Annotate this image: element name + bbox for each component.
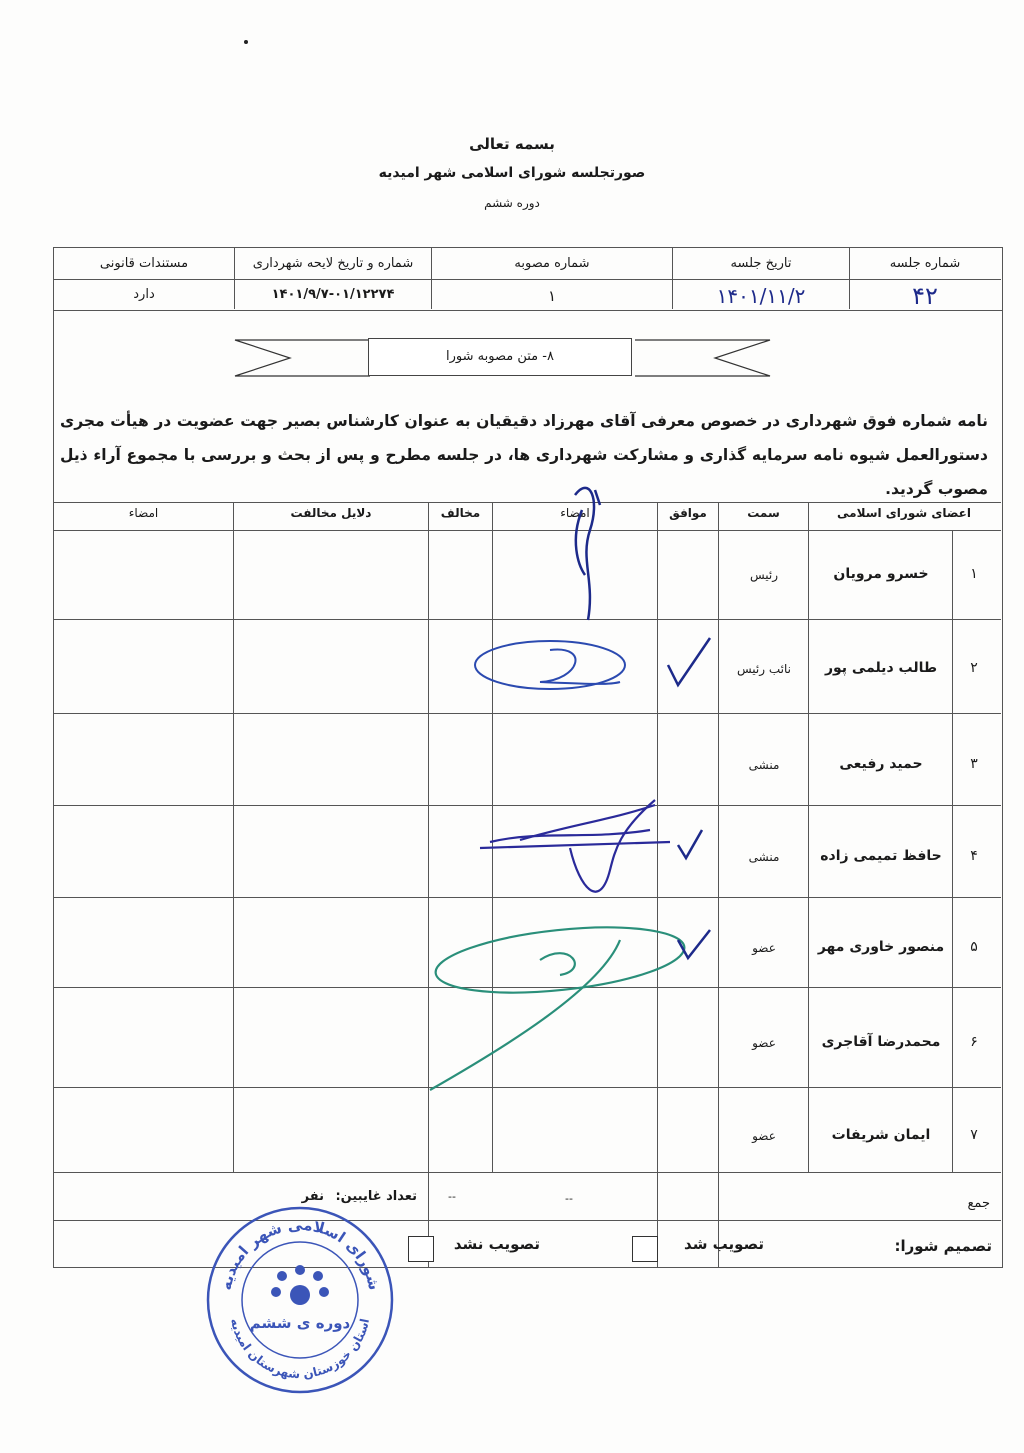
signature-4 xyxy=(480,800,670,892)
member-name: حافظ تمیمی زاده xyxy=(820,848,942,864)
period-label: دوره ششم xyxy=(484,196,540,210)
stamp-outer-text: شورای اسلامی شهر امیدیه xyxy=(216,1215,384,1292)
meta-value-bill: ۱۴۰۱/۹/۷-۰۱/۱۲۲۷۴ xyxy=(271,287,395,302)
th-reasons: دلایل مخالفت xyxy=(290,506,372,520)
svg-text:شورای اسلامی شهر امیدیه xyxy=(217,1216,384,1292)
member-role: عضو xyxy=(752,941,776,955)
member-name: ایمان شریفات xyxy=(831,1127,931,1143)
emblem-icon xyxy=(271,1265,329,1305)
row-number: ۴ xyxy=(970,848,978,864)
signatures-layer xyxy=(420,470,740,1110)
member-name: طالب دیلمی پور xyxy=(824,660,938,676)
th-signature-agree: امضاء xyxy=(560,506,590,520)
approved-label: تصویب شد xyxy=(684,1235,764,1253)
row-number: ۷ xyxy=(970,1127,978,1143)
meta-header-session-date: تاریخ جلسه xyxy=(730,256,792,271)
approved-checkbox[interactable] xyxy=(632,1236,658,1262)
sum-dash-agree: -- xyxy=(565,1192,573,1205)
bismillah: بسمه تعالی xyxy=(469,135,555,153)
resolution-text: نامه شماره فوق شهرداری در خصوص معرفی آقای مهرزاد دقیقیان به عنوان کارشناس بصیر جهت عضویت در هیأت مجری دستورالعمل شیوه نامه سرمایه گذاری و مشارکت شهرداری ها، در جلسه مطرح و پس از بحث و بررسی با مجموع آراء ذیل مصوب گردید. xyxy=(60,412,988,498)
stamp-inner-text: دوره ی ششم xyxy=(249,1314,351,1332)
sum-dash-oppose: -- xyxy=(448,1190,456,1203)
absent-unit: نفر xyxy=(301,1189,324,1204)
row-number: ۲ xyxy=(970,660,978,676)
section-title: ۸- متن مصوبه شورا xyxy=(368,338,632,376)
meta-header-bill: شماره و تاریخ لایحه شهرداری xyxy=(252,256,414,271)
th-oppose: مخالف xyxy=(440,506,481,520)
rejected-label: تصویب نشد xyxy=(453,1235,540,1253)
meta-header-resolution-no: شماره مصوبه xyxy=(514,256,590,271)
member-role: رئیس xyxy=(749,568,779,582)
th-agree: موافق xyxy=(669,506,707,520)
member-role: نائب رئیس xyxy=(737,662,791,676)
row-number: ۳ xyxy=(970,756,978,772)
th-members: اعضای شورای اسلامی xyxy=(837,506,971,520)
member-role: عضو xyxy=(752,1129,776,1143)
document-title: صورتجلسه شورای اسلامی شهر امیدیه xyxy=(378,165,646,181)
row-number: ۵ xyxy=(970,939,978,955)
meta-header-session-no: شماره جلسه xyxy=(889,256,961,271)
member-role: منشی xyxy=(748,758,780,772)
signature-1 xyxy=(575,488,600,620)
th-role: سمت xyxy=(747,506,780,520)
row-number: ۱ xyxy=(970,566,978,582)
meta-value-session-date: ۱۴۰۱/۱۱/۲ xyxy=(716,284,806,308)
member-name: منصور خاوری مهر xyxy=(817,939,945,955)
sum-label: جمع xyxy=(967,1196,990,1211)
decision-label: تصمیم شورا: xyxy=(894,1237,992,1255)
meta-header-legal: مستندات قانونی xyxy=(99,256,189,271)
th-signature-oppose: امضاء xyxy=(128,506,159,520)
meta-value-legal: دارد xyxy=(133,287,155,302)
member-name: خسرو مرویان xyxy=(833,566,929,582)
rejected-checkbox[interactable] xyxy=(408,1236,434,1262)
row-number: ۶ xyxy=(970,1034,978,1050)
signature-5 xyxy=(430,917,687,1090)
meta-value-resolution-no: ۱ xyxy=(547,287,557,305)
member-name: حمید رفیعی xyxy=(839,756,923,772)
member-role: عضو xyxy=(752,1036,776,1050)
member-role: منشی xyxy=(748,850,780,864)
check-mark-4 xyxy=(678,830,702,858)
check-mark-2 xyxy=(668,638,710,685)
absent-label: تعداد غایبین: xyxy=(335,1189,417,1204)
member-name: محمدرضا آقاجری xyxy=(821,1034,941,1050)
meta-value-session-no: ۴۲ xyxy=(912,282,938,310)
ink-dot xyxy=(244,40,248,44)
council-stamp xyxy=(200,1200,400,1400)
signature-2 xyxy=(475,641,625,689)
stamp-bottom-text: استان خوزستان شهرستان امیدیه xyxy=(227,1317,373,1382)
